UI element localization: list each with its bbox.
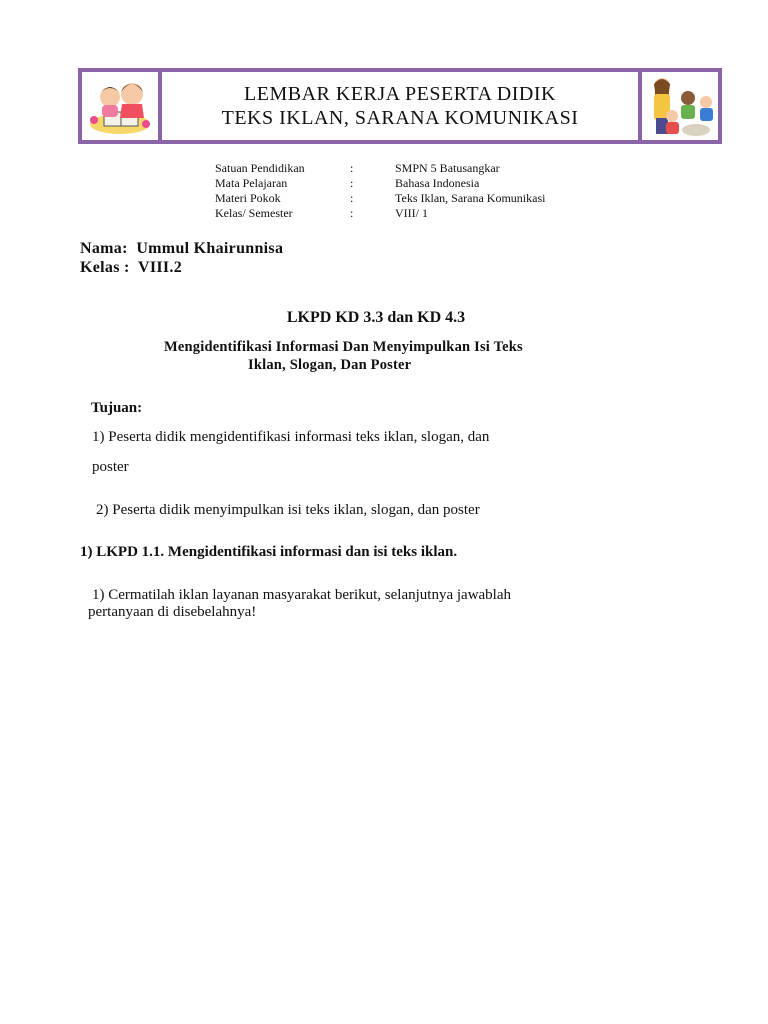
identity-table	[215, 161, 545, 221]
info-colon: :	[350, 206, 354, 220]
student-identity	[80, 239, 283, 277]
section-heading: 1) LKPD 1.1. Mengidentifikasi informasi dan isi teks iklan.	[80, 544, 458, 560]
instruction-line-1: 1) Cermatilah iklan layanan masyarakat berikut, selanjutnya jawablah	[92, 587, 512, 603]
tujuan-item-1-continued: poster	[92, 459, 129, 475]
info-label: Materi Pokok	[215, 191, 281, 205]
name-label: Nama:	[80, 240, 128, 257]
info-value: SMPN 5 Batusangkar	[395, 161, 500, 175]
info-colon: :	[350, 176, 354, 190]
info-colon: :	[350, 161, 354, 175]
class-value: VIII.2	[137, 259, 183, 276]
title-box	[162, 72, 638, 140]
class-label: Kelas :	[80, 259, 130, 276]
info-row	[215, 161, 545, 176]
instruction-line-2: pertanyaan di disebelahnya!	[88, 604, 257, 620]
title-line-1: LEMBAR KERJA PESERTA DIDIK	[244, 83, 556, 105]
name-row	[80, 239, 283, 258]
info-value: Teks Iklan, Sarana Komunikasi	[395, 191, 546, 205]
info-row	[215, 206, 545, 221]
info-value: VIII/ 1	[395, 206, 428, 220]
header-banner	[78, 68, 722, 144]
tujuan-item-1: 1) Peserta didik mengidentifikasi informasi teks iklan, slogan, dan	[92, 429, 490, 445]
lkpd-title-text: LKPD KD 3.3 dan KD 4.3	[286, 309, 466, 326]
info-label: Kelas/ Semester	[215, 206, 293, 220]
info-value: Bahasa Indonesia	[395, 176, 480, 190]
subtitle-line-2: Iklan, Slogan, Dan Poster	[248, 357, 412, 373]
name-value: Ummul Khairunnisa	[136, 240, 284, 257]
class-row	[80, 258, 283, 277]
info-label: Satuan Pendidikan	[215, 161, 305, 175]
subtitle-line-1: Mengidentifikasi Informasi Dan Menyimpulkan Isi Teks	[164, 339, 523, 355]
tujuan-heading: Tujuan:	[91, 400, 143, 416]
info-colon: :	[350, 191, 354, 205]
teacher-students-illustration	[638, 72, 718, 140]
info-row	[215, 191, 545, 206]
tujuan-item-2: 2) Peserta didik menyimpulkan isi teks iklan, slogan, dan poster	[96, 502, 480, 518]
info-row	[215, 176, 545, 191]
title-line-2: TEKS IKLAN, SARANA KOMUNIKASI	[221, 107, 579, 129]
info-label: Mata Pelajaran	[215, 176, 288, 190]
children-reading-illustration	[82, 72, 162, 140]
lkpd-title	[0, 309, 768, 327]
